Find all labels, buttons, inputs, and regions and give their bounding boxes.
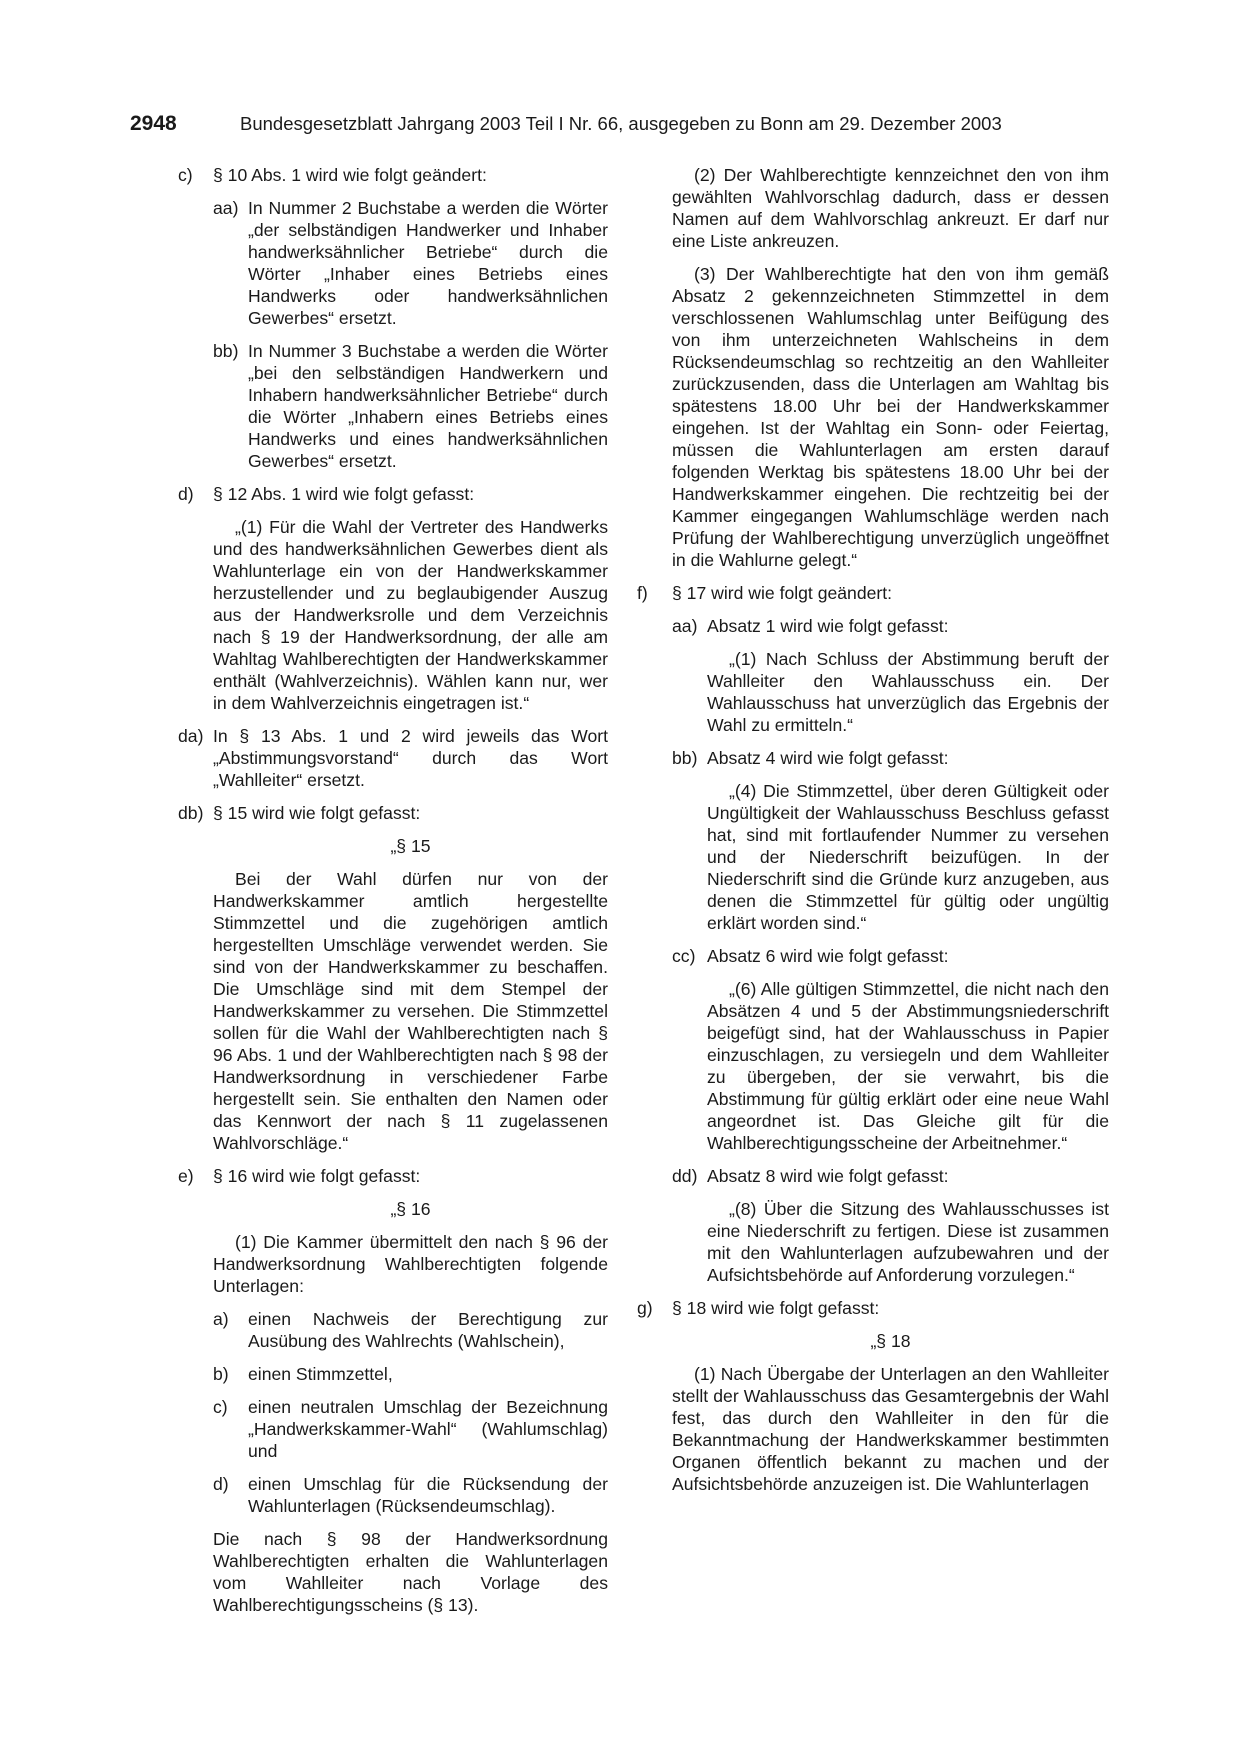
- item-f-dd: [672, 1165, 1109, 1187]
- left-column: [178, 164, 608, 1627]
- list-item: [213, 1473, 608, 1517]
- item-text: § 12 Abs. 1 wird wie folgt gefasst:: [213, 484, 475, 504]
- quote-paragraph: „(8) Über die Sitzung des Wahlausschusses ist eine Niederschrift zu fertigen. Diese ist zusammen mit den Wahlunterlagen aufzubewahren und der Aufsichtsbehörde auf Anforderung vorzulegen.“: [707, 1199, 1109, 1285]
- list-item: [213, 1396, 608, 1462]
- item-text: In § 13 Abs. 1 und 2 wird jeweils das Wort „Abstimmungsvorstand“ durch das Wort „Wahlleiter“ ersetzt.: [213, 726, 608, 790]
- gazette-title: Bundesgesetzblatt Jahrgang 2003 Teil I Nr. 66, ausgegeben zu Bonn am 29. Dezember 2003: [240, 113, 1002, 134]
- paragraph: (3) Der Wahlberechtigte hat den von ihm gemäß Absatz 2 gekennzeichneten Stimmzettel in dem verschlossenen Wahlumschlag unter Beifügung des von ihm unterzeichneten Wahlscheins in dem Rücksendeumschlag so rechtzeitig an den Wahlleiter zurückzusenden, dass die Unterlagen am Wahltag bis spätestens 18.00 Uhr bei der Handwerkskammer eingehen. Ist der Wahltag ein Sonn- oder Feiertag, müssen die Wahlunterlagen am ersten darauf folgenden Werktag bis spätestens 18.00 Uhr bei der Handwerkskammer eingehen. Die rechtzeitig bei der Kammer eingegangen Wahlumschläge werden nach Prüfung der Wahlberechtigung unverzüglich ungeöffnet in die Wahlurne gelegt.“: [672, 264, 1109, 570]
- item-label: f): [637, 583, 648, 603]
- item-text: Absatz 8 wird wie folgt gefasst:: [707, 1166, 949, 1186]
- item-label: da): [178, 726, 204, 746]
- item-label: d): [213, 1474, 229, 1494]
- item-f-aa: [672, 615, 1109, 637]
- quote-paragraph: „(1) Nach Schluss der Abstimmung beruft der Wahlleiter den Wahlausschuss ein. Der Wahlausschuss hat unverzüglich das Ergebnis der Wahl zu ermitteln.“: [707, 649, 1109, 735]
- item-label: a): [213, 1309, 229, 1329]
- item-text: § 17 wird wie folgt geändert:: [672, 583, 893, 603]
- item-text: einen neutralen Umschlag der Bezeichnung „Handwerkskammer-Wahl“ (Wahlumschlag) und: [248, 1397, 608, 1461]
- section-heading: „§ 18: [870, 1331, 911, 1351]
- item-text: In Nummer 2 Buchstabe a werden die Wörter „der selbständigen Handwerker und Inhaber handwerksähnlicher Betriebe“ durch die Wörter „Inhaber eines Betriebs eines Handwerks oder handwerksähnlichen Gewerbes“ ersetzt.: [248, 198, 608, 328]
- section-heading: „§ 15: [390, 836, 431, 856]
- item-label: db): [178, 803, 204, 823]
- quote-paragraph: Die nach § 98 der Handwerksordnung Wahlberechtigten erhalten die Wahlunterlagen vom Wahlleiter nach Vorlage des Wahlberechtigungsscheins (§ 13).: [213, 1529, 608, 1615]
- item-c-bb: [213, 340, 608, 472]
- item-text: Absatz 4 wird wie folgt gefasst:: [707, 748, 949, 768]
- quote-paragraph: „(6) Alle gültigen Stimmzettel, die nicht nach den Absätzen 4 und 5 der Abstimmungsniederschrift beigefügt sind, hat der Wahlausschuss in Papier einzuschlagen, zu versiegeln und dem Wahlleiter zu übergeben, der sie verwahrt, bis die Abstimmung für gültig erklärt oder eine neue Wahl angeordnet ist. Das Gleiche gilt für die Wahlberechtigungsscheine der Arbeitnehmer.“: [707, 979, 1109, 1153]
- item-label: bb): [672, 748, 698, 768]
- paragraph: (2) Der Wahlberechtigte kennzeichnet den von ihm gewählten Wahlvorschlag dadurch, dass er dessen Namen auf dem Wahlvorschlag ankreuzt. Er darf nur eine Liste ankreuzen.: [672, 165, 1109, 251]
- item-label: e): [178, 1166, 194, 1186]
- item-f-cc: [672, 945, 1109, 967]
- item-label: aa): [672, 616, 698, 636]
- item-text: Absatz 6 wird wie folgt gefasst:: [707, 946, 949, 966]
- item-text: einen Umschlag für die Rücksendung der Wahlunterlagen (Rücksendeumschlag).: [248, 1474, 608, 1516]
- section-heading: „§ 16: [390, 1199, 431, 1219]
- item-text: § 18 wird wie folgt gefasst:: [672, 1298, 880, 1318]
- item-d: [178, 483, 608, 505]
- item-label: cc): [672, 946, 696, 966]
- item-f: [637, 582, 1109, 604]
- item-label: g): [637, 1298, 653, 1318]
- item-text: Absatz 1 wird wie folgt gefasst:: [707, 616, 949, 636]
- list-item: [213, 1308, 608, 1352]
- item-f-bb: [672, 747, 1109, 769]
- right-column: [637, 164, 1109, 1506]
- item-c-aa: [213, 197, 608, 329]
- quote-paragraph: (1) Die Kammer übermittelt den nach § 96 der Handwerksordnung Wahlberechtigten folgende Unterlagen:: [213, 1232, 608, 1296]
- item-text: § 10 Abs. 1 wird wie folgt geändert:: [213, 165, 487, 185]
- item-text: einen Nachweis der Berechtigung zur Ausübung des Wahlrechts (Wahlschein),: [248, 1309, 608, 1351]
- item-text: § 15 wird wie folgt gefasst:: [213, 803, 421, 823]
- quote-paragraph: „(1) Für die Wahl der Vertreter des Handwerks und des handwerksähnlichen Gewerbes dient als Wahlunterlage ein von der Handwerkskammer herzustellender und zu beglaubigender Auszug aus der Handwerksrolle und dem Verzeichnis nach § 19 der Handwerksordnung, der alle am Wahltag Wahlberechtigten der Handwerkskammer enthält (Wahlverzeichnis). Wählen kann nur, wer in dem Wahlverzeichnis eingetragen ist.“: [213, 517, 608, 713]
- quote-paragraph: Bei der Wahl dürfen nur von der Handwerkskammer amtlich hergestellte Stimmzettel und die zugehörigen amtlich hergestellten Umschläge verwendet werden. Sie sind von der Handwerkskammer zu beschaffen. Die Umschläge sind mit dem Stempel der Handwerkskammer zu versehen. Die Stimmzettel sollen für die Wahl der Wahlberechtigten nach § 96 Abs. 1 und der Wahlberechtigten nach § 98 der Handwerksordnung in verschiedener Farbe hergestellt sein. Sie enthalten den Namen oder das Kennwort der nach § 11 zugelassenen Wahlvorschläge.“: [213, 869, 608, 1153]
- list-item: [213, 1363, 608, 1385]
- item-label: c): [178, 165, 193, 185]
- quote-paragraph: „(4) Die Stimmzettel, über deren Gültigkeit oder Ungültigkeit der Wahlausschuss Beschluss gefasst hat, sind mit fortlaufender Nummer zu versehen und der Niederschrift beizufügen. In der Niederschrift sind die Gründe kurz anzugeben, aus denen die Stimmzettel für gültig oder ungültig erklärt worden sind.“: [707, 781, 1109, 933]
- item-e: [178, 1165, 608, 1187]
- item-c: [178, 164, 608, 186]
- item-text: § 16 wird wie folgt gefasst:: [213, 1166, 421, 1186]
- item-label: dd): [672, 1166, 698, 1186]
- quote-paragraph: (1) Nach Übergabe der Unterlagen an den Wahlleiter stellt der Wahlausschuss das Gesamtergebnis der Wahl fest, das durch den Wahlleiter in den für die Bekanntmachung der Handwerkskammer bestimmten Organen öffentlich bekannt zu machen und der Aufsichtsbehörde anzuzeigen ist. Die Wahlunterlagen: [672, 1364, 1109, 1494]
- item-label: b): [213, 1364, 229, 1384]
- item-text: einen Stimmzettel,: [248, 1364, 393, 1384]
- item-db: [178, 802, 608, 824]
- item-label: d): [178, 484, 194, 504]
- page-number: 2948: [130, 112, 177, 135]
- item-da: [178, 725, 608, 791]
- item-text: In Nummer 3 Buchstabe a werden die Wörter „bei den selbständigen Handwerkern und Inhabern handwerksähnlicher Betriebe“ durch die Wörter „Inhabern eines Betriebs eines Handwerks und eines handwerksähnlichen Gewerbes“ ersetzt.: [248, 341, 608, 471]
- item-label: aa): [213, 198, 239, 218]
- item-g: [637, 1297, 1109, 1319]
- item-label: c): [213, 1397, 228, 1417]
- item-label: bb): [213, 341, 239, 361]
